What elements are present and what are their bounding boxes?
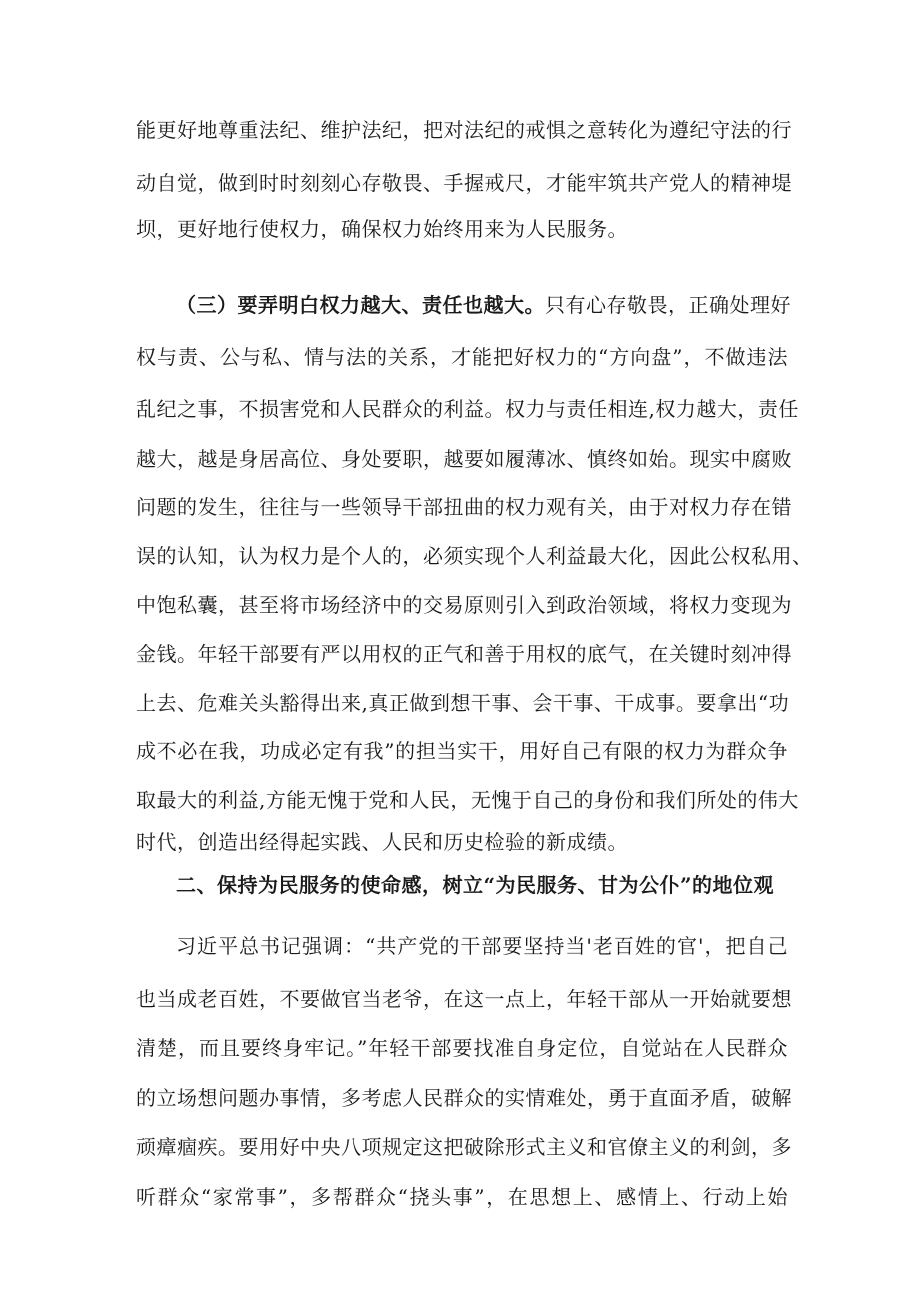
paragraph-2-line-11: 取最大的利益,方能无愧于党和人民，无愧于自己的身份和我们所处的伟大 <box>136 788 799 812</box>
paragraph-2-line-8: 金钱。年轻干部要有严以用权的正气和善于用权的底气，在关键时刻冲得 <box>136 642 792 666</box>
paragraph-2-line-5: 问题的发生，往往与一些领导干部扭曲的权力观有关，由于对权力存在错 <box>136 495 792 519</box>
paragraph-1-line-3: 坝，更好地行使权力，确保权力始终用来为人民服务。 <box>136 217 628 241</box>
section-heading: 二、保持为民服务的使命感，树立“为民服务、甘为公仆”的地位观 <box>176 873 775 897</box>
paragraph-2-line-12: 时代，创造出经得起实践、人民和历史检验的新成绩。 <box>136 830 628 854</box>
paragraph-1-line-2: 动自觉，做到时时刻刻心存敬畏、手握戒尺，才能牢筑共产党人的精神堤 <box>136 171 792 195</box>
paragraph-3-line-6: 听群众“家常事”，多帮群众“挠头事”，在思想上、感情上、行动上始 <box>136 1185 788 1209</box>
paragraph-3-line-5: 顽瘴痼疾。要用好中央八项规定这把破除形式主义和官僚主义的利剑，多 <box>136 1135 792 1159</box>
paragraph-2-line-7: 中饱私囊，甚至将市场经济中的交易原则引入到政治领域，将权力变现为 <box>136 593 792 617</box>
paragraph-2-first-line-rest: 只有心存敬畏，正确处理好 <box>545 293 791 317</box>
paragraph-2-line-4: 越大，越是身居高位、身处要职，越要如履薄冰、慎终如始。现实中腐败 <box>136 447 792 471</box>
paragraph-3-line-1: 习近平总书记强调：“共产党的干部要坚持当'老百姓的官'，把自己 <box>176 934 788 958</box>
paragraph-3-line-3: 清楚，而且要终身牢记。”年轻干部要找准自身定位，自觉站在人民群众 <box>136 1036 788 1060</box>
paragraph-2-heading: （三）要弄明白权力越大、责任也越大。 <box>176 293 545 317</box>
paragraph-2-line-9: 上去、危难关头豁得出来,真正做到想干事、会干事、干成事。要拿出“功 <box>136 691 790 715</box>
paragraph-1-line-1: 能更好地尊重法纪、维护法纪，把对法纪的戒惧之意转化为遵纪守法的行 <box>136 118 792 142</box>
paragraph-3-line-2: 也当成老百姓，不要做官当老爷，在这一点上，年轻干部从一开始就要想 <box>136 987 792 1011</box>
paragraph-2-line-2: 权与责、公与私、情与法的关系，才能把好权力的“方向盘”，不做违法 <box>136 345 788 369</box>
paragraph-3-line-4: 的立场想问题办事情，多考虑人民群众的实情难处，勇于直面矛盾，破解 <box>136 1086 792 1110</box>
paragraph-2-line-10: 成不必在我，功成必定有我”的担当实干，用好自己有限的权力为群众争 <box>136 739 788 763</box>
paragraph-2-line-3: 乱纪之事，不损害党和人民群众的利益。权力与责任相连,权力越大，责任 <box>136 397 799 421</box>
paragraph-2-line-6: 误的认知，认为权力是个人的，必须实现个人利益最大化，因此公权私用、 <box>136 544 813 568</box>
paragraph-2-line-1 <box>176 287 791 323</box>
